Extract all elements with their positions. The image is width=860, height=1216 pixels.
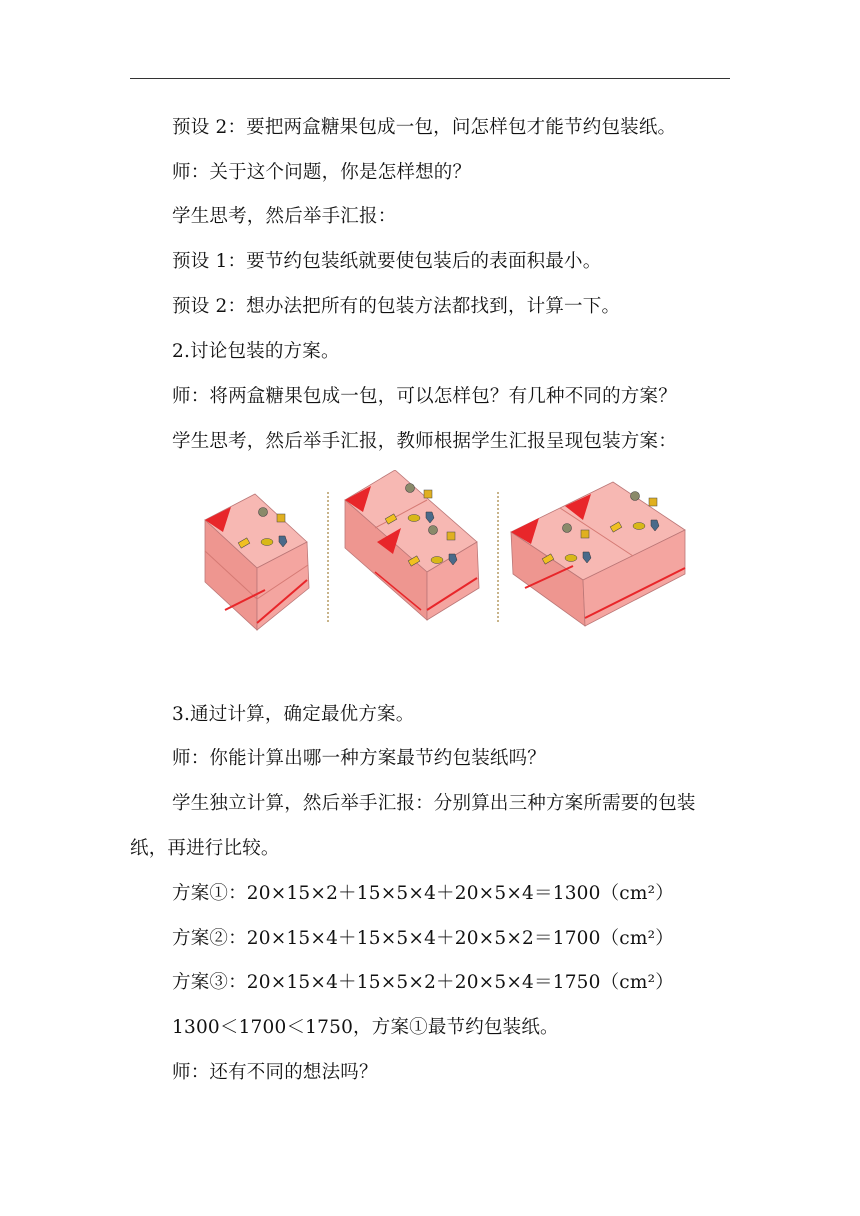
paragraph-preset-1: 预设 1：要节约包装纸就要使包装后的表面积最小。 bbox=[172, 251, 602, 272]
paragraph-independent-calc-cont: 纸，再进行比较。 bbox=[130, 838, 280, 859]
plan-3-box bbox=[511, 482, 685, 626]
header-rule bbox=[130, 78, 730, 79]
plan-2-formula: 方案②：20×15×4＋15×5×4＋20×5×2＝1700（cm²） bbox=[172, 928, 674, 949]
plan-2-box bbox=[345, 470, 479, 620]
paragraph-students-report: 学生思考，然后举手汇报，教师根据学生汇报呈现包装方案： bbox=[172, 431, 677, 452]
plan-1-formula: 方案①：20×15×2＋15×5×4＋20×5×4＝1300（cm²） bbox=[172, 883, 674, 904]
comparison-conclusion: 1300＜1700＜1750，方案①最节约包装纸。 bbox=[172, 1017, 559, 1038]
paragraph-teacher-plan: 师：将两盒糖果包成一包，可以怎样包？有几种不同的方案？ bbox=[172, 386, 677, 407]
paragraph-teacher-question: 师：关于这个问题，你是怎样想的？ bbox=[172, 162, 472, 183]
paragraph-students-think: 学生思考，然后举手汇报： bbox=[172, 206, 397, 227]
plan-3-formula: 方案③：20×15×4＋15×5×2＋20×5×4＝1750（cm²） bbox=[172, 972, 674, 993]
packaging-plans-figure bbox=[195, 470, 695, 635]
paragraph-preset-2b: 预设 2：想办法把所有的包装方法都找到，计算一下。 bbox=[172, 296, 621, 317]
section-heading-2: 2.讨论包装的方案。 bbox=[172, 341, 340, 362]
plan-1-box bbox=[205, 494, 309, 630]
paragraph-teacher-other-ideas: 师：还有不同的想法吗？ bbox=[172, 1062, 378, 1083]
paragraph-independent-calc: 学生独立计算，然后举手汇报：分别算出三种方案所需要的包装 bbox=[172, 793, 696, 814]
paragraph-teacher-calc: 师：你能计算出哪一种方案最节约包装纸吗？ bbox=[172, 748, 547, 769]
paragraph-preset-2: 预设 2：要把两盒糖果包成一包，问怎样包才能节约包装纸。 bbox=[172, 117, 677, 138]
section-heading-3: 3.通过计算，确定最优方案。 bbox=[172, 704, 415, 725]
